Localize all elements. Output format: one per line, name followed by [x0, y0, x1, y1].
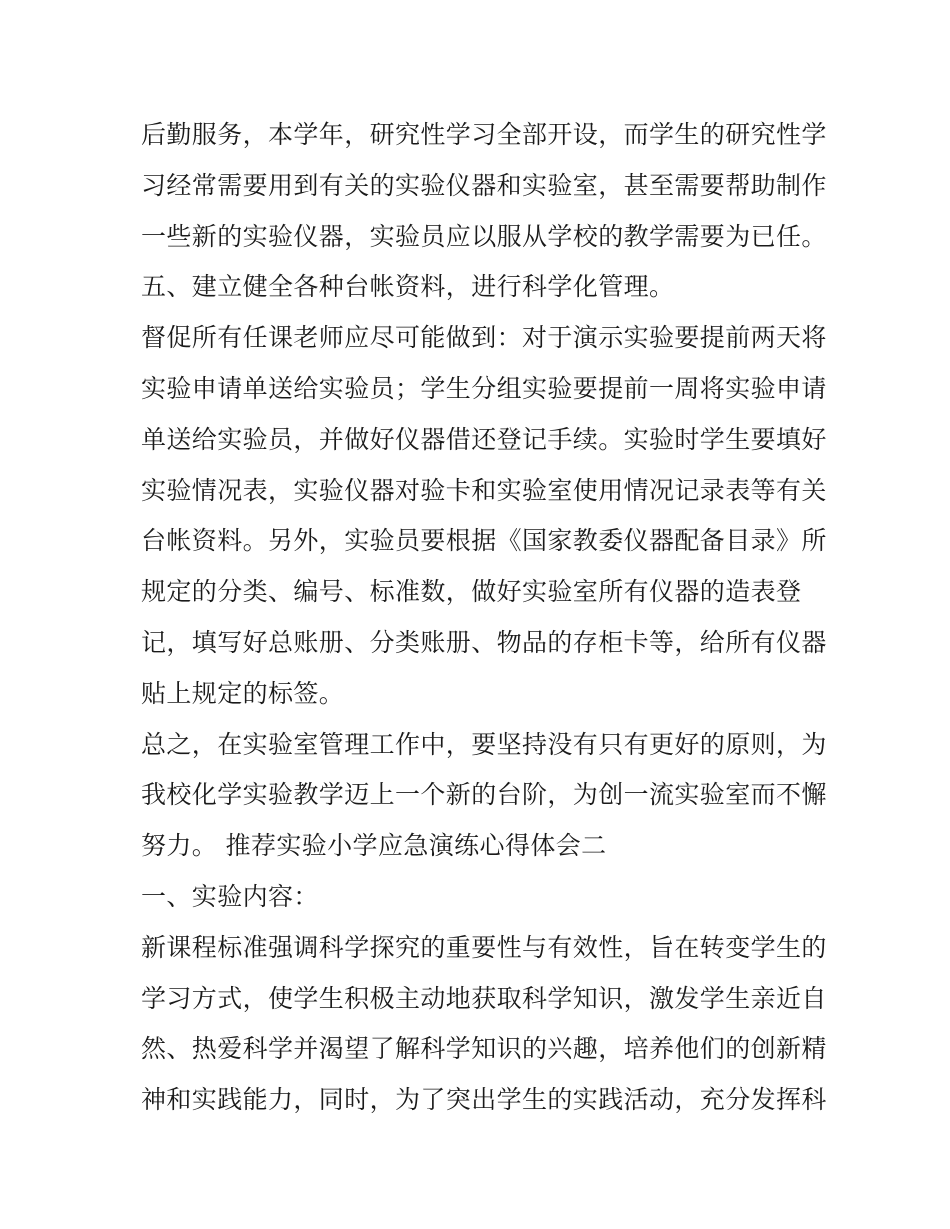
text-line: 一些新的实验仪器，实验员应以服从学校的教学需要为已任。 [141, 221, 827, 251]
text-line: 单送给实验员，并做好仪器借还登记手续。实验时学生要填好 [141, 424, 827, 454]
section-heading-1: 一、实验内容： [141, 881, 319, 911]
text-line: 督促所有任课老师应尽可能做到：对于演示实验要提前两天将 [141, 323, 827, 353]
section-heading-5: 五、建立健全各种台帐资料，进行科学化管理。 [141, 272, 675, 302]
text-line: 学习方式，使学生积极主动地获取科学知识，激发学生亲近自 [141, 983, 827, 1013]
text-line: 总之，在实验室管理工作中，要坚持没有只有更好的原则，为 [141, 729, 827, 759]
body-text [141, 110, 827, 1126]
text-line: 然、热爱科学并渴望了解科学知识的兴趣，培养他们的创新精 [141, 1034, 827, 1064]
text-line: 规定的分类、编号、标准数，做好实验室所有仪器的造表登 [141, 577, 802, 607]
text-line: 神和实践能力，同时，为了突出学生的实践活动，充分发挥科 [141, 1085, 827, 1115]
text-line: 后勤服务，本学年，研究性学习全部开设，而学生的研究性学 [141, 120, 827, 149]
text-line: 新课程标准强调科学探究的重要性与有效性，旨在转变学生的 [141, 932, 827, 962]
text-line: 记，填写好总账册、分类账册、物品的存柜卡等，给所有仪器 [141, 627, 827, 657]
text-line: 努力。 推荐实验小学应急演练心得体会二 [141, 831, 607, 861]
text-line: 习经常需要用到有关的实验仪器和实验室，甚至需要帮助制作 [141, 170, 827, 200]
text-line: 台帐资料。另外，实验员要根据《国家教委仪器配备目录》所 [141, 526, 827, 556]
text-line: 我校化学实验教学迈上一个新的台阶，为创一流实验室而不懈 [141, 780, 827, 810]
text-line: 实验情况表，实验仪器对验卡和实验室使用情况记录表等有关 [141, 475, 827, 505]
text-line: 贴上规定的标签。 [141, 678, 345, 708]
text-line: 实验申请单送给实验员；学生分组实验要提前一周将实验申请 [141, 373, 827, 403]
